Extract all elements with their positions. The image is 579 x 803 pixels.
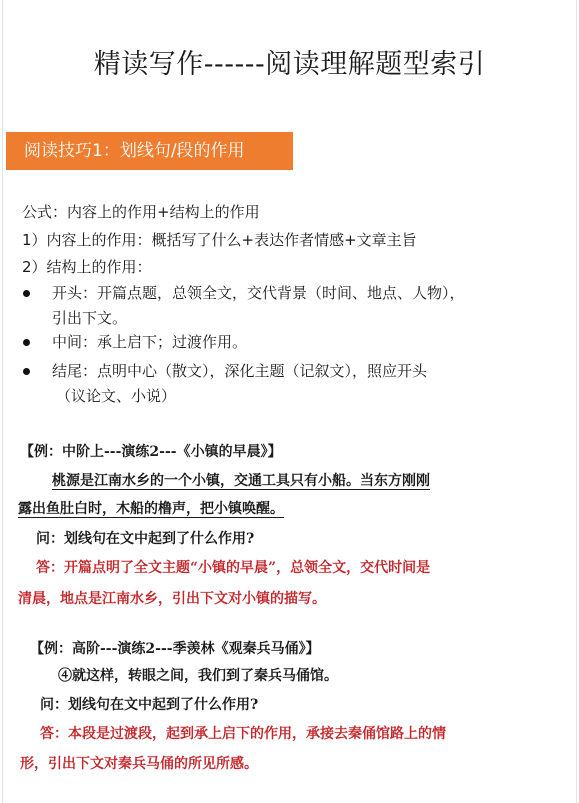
bullet-middle: 中间：承上启下；过渡作用。 xyxy=(52,333,248,351)
example2-title: 【例：高阶---演练2---季羡林《观秦兵马俑》】 xyxy=(30,641,320,657)
example1-question: 问：划线句在文中起到了什么作用? xyxy=(36,531,255,547)
bullet-ending-line1: 结尾：点明中心（散文），深化主题（记叙文），照应开头 xyxy=(52,362,428,380)
page-border-right xyxy=(576,0,577,803)
page-title: 精读写作------阅读理解题型索引 xyxy=(93,49,486,80)
formula-summary: 公式：内容上的作用+结构上的作用 xyxy=(22,203,260,221)
example2-passage: ④就这样，转眼之间，我们到了秦兵马俑馆。 xyxy=(58,668,338,684)
bullet-ending-line2: （议论文、小说） xyxy=(56,387,177,405)
section-banner: 阅读技巧1：划线句/段的作用 xyxy=(6,132,293,170)
example1-answer-line1: 答：开篇点明了全文主题“小镇的早晨”，总领全文，交代时间是 xyxy=(36,560,431,576)
bullet-opening-line2: 引出下文。 xyxy=(52,309,128,327)
bullet-dot xyxy=(23,368,30,375)
bullet-dot xyxy=(23,339,30,346)
example1-title: 【例：中阶上---演练2---《小镇的早晨》】 xyxy=(20,444,282,460)
example2-question: 问：划线句在文中起到了什么作用? xyxy=(40,697,259,713)
example2-answer-line1: 答：本段是过渡段，起到承上启下的作用，承接去秦俑馆路上的情 xyxy=(40,726,446,742)
bullet-dot xyxy=(23,290,30,297)
bullet-opening-line1: 开头：开篇点题，总领全文，交代背景（时间、地点、人物）， xyxy=(52,284,465,302)
example1-passage-line2: 露出鱼肚白时，木船的橹声，把小镇唤醒。 xyxy=(18,501,284,517)
example1-passage-line1: 桃源是江南水乡的一个小镇，交通工具只有小船。当东方刚刚 xyxy=(52,473,430,489)
page-border-left xyxy=(2,0,3,803)
content-effect: 1）内容上的作用：概括写了什么+表达作者情感+文章主旨 xyxy=(22,231,417,249)
structure-effect: 2）结构上的作用： xyxy=(22,258,152,276)
example2-answer-line2: 形，引出下文对秦兵马俑的所见所感。 xyxy=(20,756,258,772)
example1-answer-line2: 清晨，地点是江南水乡，引出下文对小镇的描写。 xyxy=(18,591,326,607)
